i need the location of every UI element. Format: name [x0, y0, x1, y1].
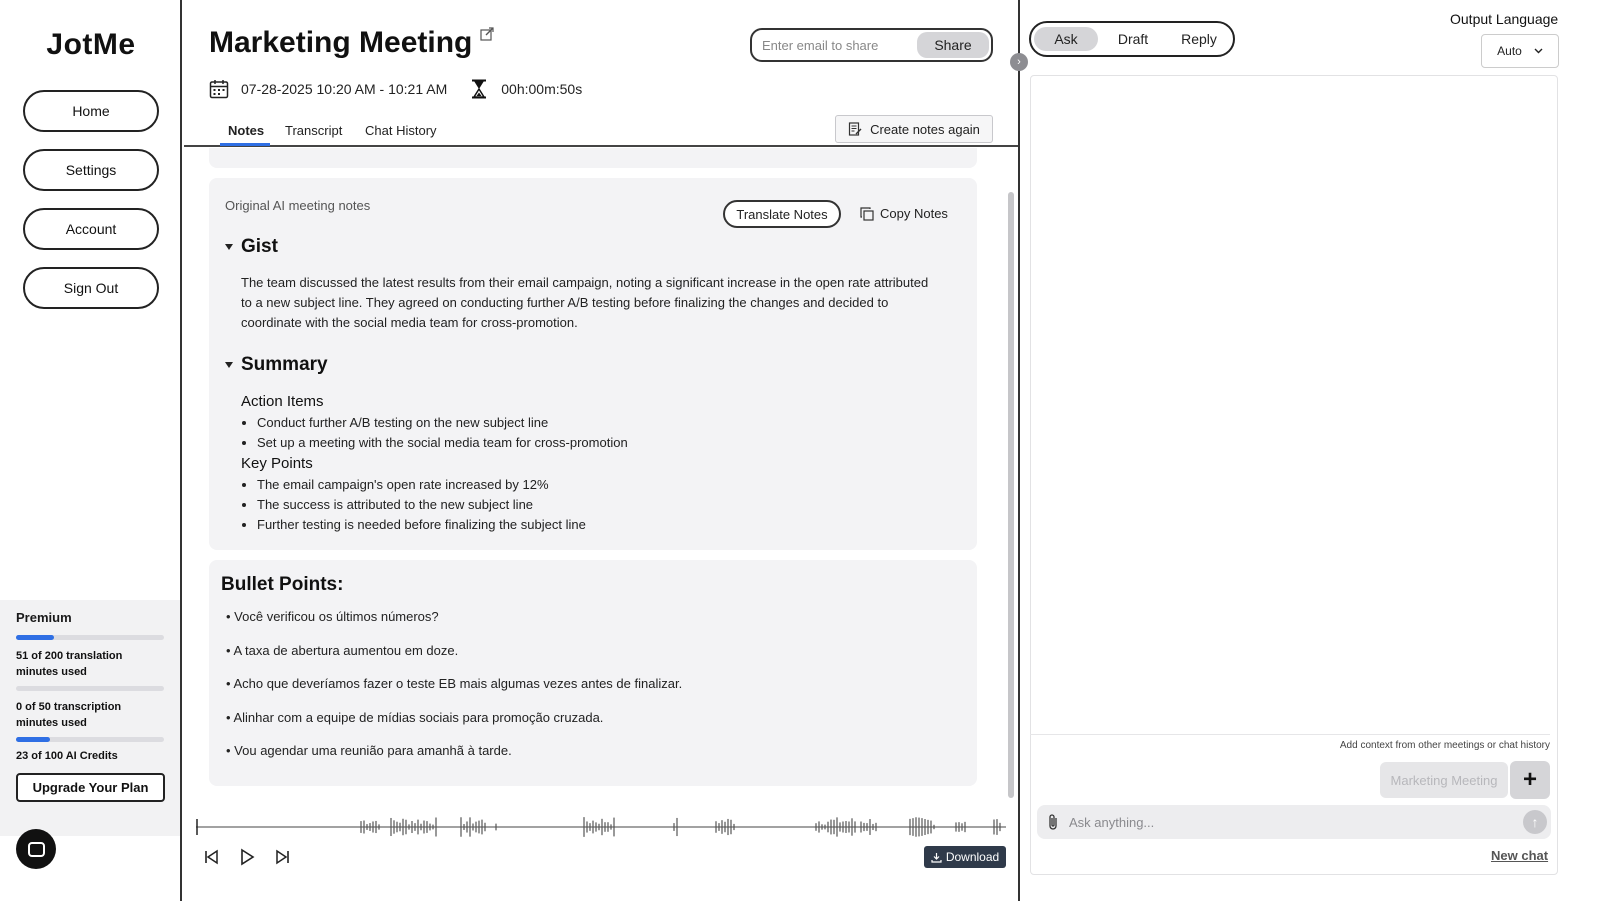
action-item: • Conduct further A/B testing on the new subject line: [257, 413, 628, 433]
copy-icon: [860, 207, 874, 221]
notes-scrollbar[interactable]: [1008, 192, 1014, 798]
hourglass-icon: [471, 79, 487, 99]
copy-notes-label: Copy Notes: [880, 206, 948, 221]
transcription-usage-bar: [16, 686, 164, 691]
bullet-point-item: • A taxa de abertura aumentou em doze.: [226, 643, 459, 658]
meeting-duration: 00h:00m:50s: [501, 81, 583, 97]
ai-credits-text: 23 of 100 AI Credits: [16, 750, 118, 762]
edit-title-icon[interactable]: [480, 27, 494, 41]
gist-heading-text: Gist: [241, 236, 278, 257]
download-button[interactable]: [924, 846, 1006, 868]
usage-bar-fill: [16, 635, 54, 640]
nav-account-button[interactable]: Account: [23, 208, 159, 250]
output-language-label: Output Language: [1450, 11, 1559, 27]
context-divider: [1030, 734, 1550, 735]
key-point: • Further testing is needed before finalizing the subject line: [257, 515, 586, 535]
ask-input[interactable]: [1069, 813, 1489, 831]
translate-notes-button[interactable]: Translate Notes: [723, 200, 841, 228]
ai-notes-card: [209, 178, 977, 550]
chevron-right-icon[interactable]: ›: [1010, 53, 1028, 71]
action-items-heading: Action Items: [241, 393, 324, 410]
create-notes-again-button[interactable]: [835, 115, 993, 143]
meeting-datetime: 07-28-2025 10:20 AM - 10:21 AM: [241, 81, 448, 97]
share-email-input[interactable]: [762, 35, 912, 55]
previous-notes-card: [209, 148, 977, 168]
tab-chat-history[interactable]: Chat History: [365, 123, 437, 138]
bullet-point-item: • Acho que deveríamos fazer o teste EB mais algumas vezes antes de finalizar.: [226, 676, 683, 691]
active-tab-indicator: [220, 143, 270, 146]
download-label: Download: [945, 850, 1000, 864]
collapse-caret-icon: [225, 362, 233, 368]
send-icon[interactable]: ↑: [1523, 810, 1547, 834]
translation-usage-text: 51 of 200 translation minutes used: [16, 650, 123, 678]
meeting-tabs: [184, 119, 1020, 147]
plan-name: Premium: [16, 610, 72, 625]
output-language-select[interactable]: [1481, 34, 1559, 68]
sidebar: [0, 0, 182, 901]
skip-forward-icon[interactable]: [274, 848, 292, 866]
bullet-point-item: • Alinhar com a equipe de mídias sociais para promoção cruzada.: [226, 710, 604, 725]
notes-icon: [848, 122, 862, 136]
key-points-heading: Key Points: [241, 455, 313, 472]
summary-heading[interactable]: [225, 354, 328, 376]
share-box: [750, 28, 993, 62]
attachment-icon[interactable]: [1046, 813, 1060, 831]
usage-panel: [0, 600, 180, 836]
context-chip[interactable]: Marketing Meeting: [1380, 762, 1508, 798]
output-language-value: Auto: [1497, 44, 1522, 58]
bullet-points-card: [209, 560, 977, 786]
download-icon: [931, 852, 942, 863]
assistant-mode-tabs: [1029, 21, 1235, 57]
ask-bar: [1037, 805, 1551, 839]
chat-messages-area: [1030, 75, 1558, 875]
nav-home-button[interactable]: Home: [23, 90, 159, 132]
tab-transcript[interactable]: Transcript: [285, 123, 343, 138]
mode-tab-draft[interactable]: Draft: [1117, 31, 1149, 47]
upgrade-plan-button[interactable]: Upgrade Your Plan: [16, 773, 165, 802]
play-icon[interactable]: [238, 848, 256, 866]
collapse-caret-icon: [225, 244, 233, 250]
key-point: • The success is attributed to the new subject line: [257, 495, 586, 515]
notes-content: [184, 148, 1020, 808]
transcription-usage-text: 0 of 50 transcription minutes used: [16, 701, 122, 729]
audio-waveform[interactable]: [196, 816, 1006, 838]
tab-notes[interactable]: Notes: [228, 123, 265, 138]
gist-text: The team discussed the latest results from their email campaign, noting a significant increase in the open rate attributed to a new subject line. They agreed on conducting further A/B testing before finalizing the changes and decided to coordinate with the social media team for cross-promotion.: [241, 275, 929, 330]
mode-tab-ask[interactable]: Ask: [1034, 27, 1098, 51]
copy-notes-button[interactable]: [860, 206, 948, 221]
share-button[interactable]: Share: [917, 32, 989, 58]
usage-bar-fill: [16, 737, 50, 742]
new-chat-link[interactable]: New chat: [1491, 848, 1549, 863]
bullet-point-item: • Você verificou os últimos números?: [226, 609, 439, 624]
translation-usage-bar: [16, 635, 164, 640]
original-notes-label: Original AI meeting notes: [225, 198, 371, 213]
key-point: • The email campaign's open rate increased by 12%: [257, 475, 586, 495]
context-label: Add context from other meetings or chat history: [1339, 740, 1550, 751]
add-context-icon[interactable]: +: [1510, 761, 1550, 799]
nav-settings-button[interactable]: Settings: [23, 149, 159, 191]
audio-player: [184, 808, 1020, 901]
meeting-meta: [209, 78, 582, 100]
assistant-panel: [1020, 0, 1600, 901]
mode-tab-reply[interactable]: Reply: [1181, 31, 1217, 47]
app-logo: JotMe: [46, 28, 136, 61]
calendar-icon: [209, 79, 229, 99]
support-chat-icon[interactable]: [16, 829, 56, 869]
bullet-point-item: • Vou agendar uma reunião para amanhã à tarde.: [226, 743, 512, 758]
bullet-points-heading: Bullet Points:: [221, 574, 344, 595]
ai-credits-bar: [16, 737, 164, 742]
create-notes-again-label: Create notes again: [870, 121, 980, 137]
key-points-list: [257, 475, 586, 535]
meeting-main: [184, 0, 1020, 901]
action-items-list: [257, 413, 628, 453]
nav-signout-button[interactable]: Sign Out: [23, 267, 159, 309]
gist-heading[interactable]: [225, 236, 278, 258]
meeting-title: Marketing Meeting: [209, 26, 473, 59]
summary-heading-text: Summary: [241, 354, 328, 375]
chevron-down-icon: [1534, 48, 1543, 54]
action-item: • Set up a meeting with the social media team for cross-promotion: [257, 433, 628, 453]
skip-back-icon[interactable]: [202, 848, 220, 866]
